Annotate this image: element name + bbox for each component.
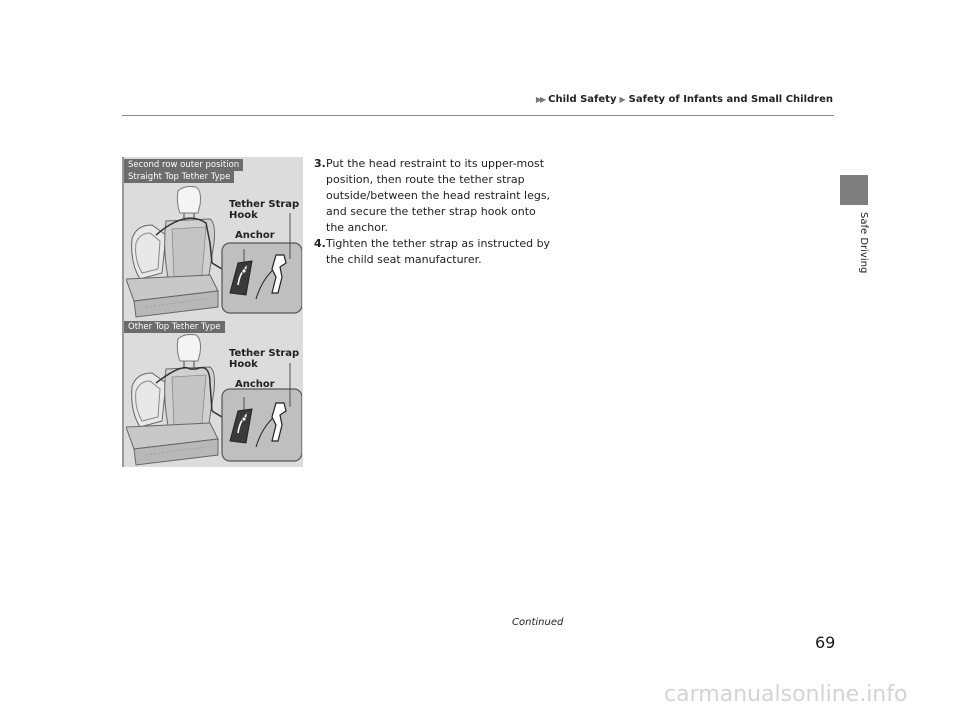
tether-figure — [122, 157, 303, 467]
anchor-label-other: Anchor — [235, 379, 275, 390]
double-arrow-icon: ▶▶ — [535, 95, 545, 104]
breadcrumb-item-safety-infants[interactable]: Safety of Infants and Small Children — [628, 94, 833, 105]
position-tag: Second row outer position — [124, 159, 243, 171]
step-text: Put the head restraint to its upper-most position, then route the tether strap outside/between the head restraint legs, and secure the tether strap hook onto the anchor. — [326, 157, 551, 234]
step-item — [314, 236, 554, 268]
step-number: 3. — [314, 157, 326, 170]
step-number: 4. — [314, 237, 326, 250]
page-number: 69 — [815, 633, 836, 652]
instruction-steps — [314, 156, 554, 268]
hook-label-straight: Tether Strap Hook — [229, 199, 300, 221]
section-tab-label: Safe Driving — [858, 212, 869, 274]
type-tag-other: Other Top Tether Type — [124, 321, 225, 333]
section-tab-marker — [840, 175, 868, 205]
type-tag-straight: Straight Top Tether Type — [124, 171, 234, 183]
step-text: Tighten the tether strap as instructed by the child seat manufacturer. — [326, 237, 551, 266]
step-item — [314, 156, 554, 236]
figure-edge-bar — [122, 157, 124, 467]
watermark: carmanualsonline.info — [664, 682, 908, 707]
anchor-label-straight: Anchor — [235, 230, 275, 241]
breadcrumb — [536, 94, 833, 105]
breadcrumb-item-child-safety[interactable]: Child Safety — [548, 94, 617, 105]
continued-label: Continued — [512, 617, 564, 628]
header-divider — [122, 115, 834, 116]
hook-label-other: Tether Strap Hook — [229, 348, 300, 370]
arrow-right-icon: ▶ — [619, 95, 626, 104]
